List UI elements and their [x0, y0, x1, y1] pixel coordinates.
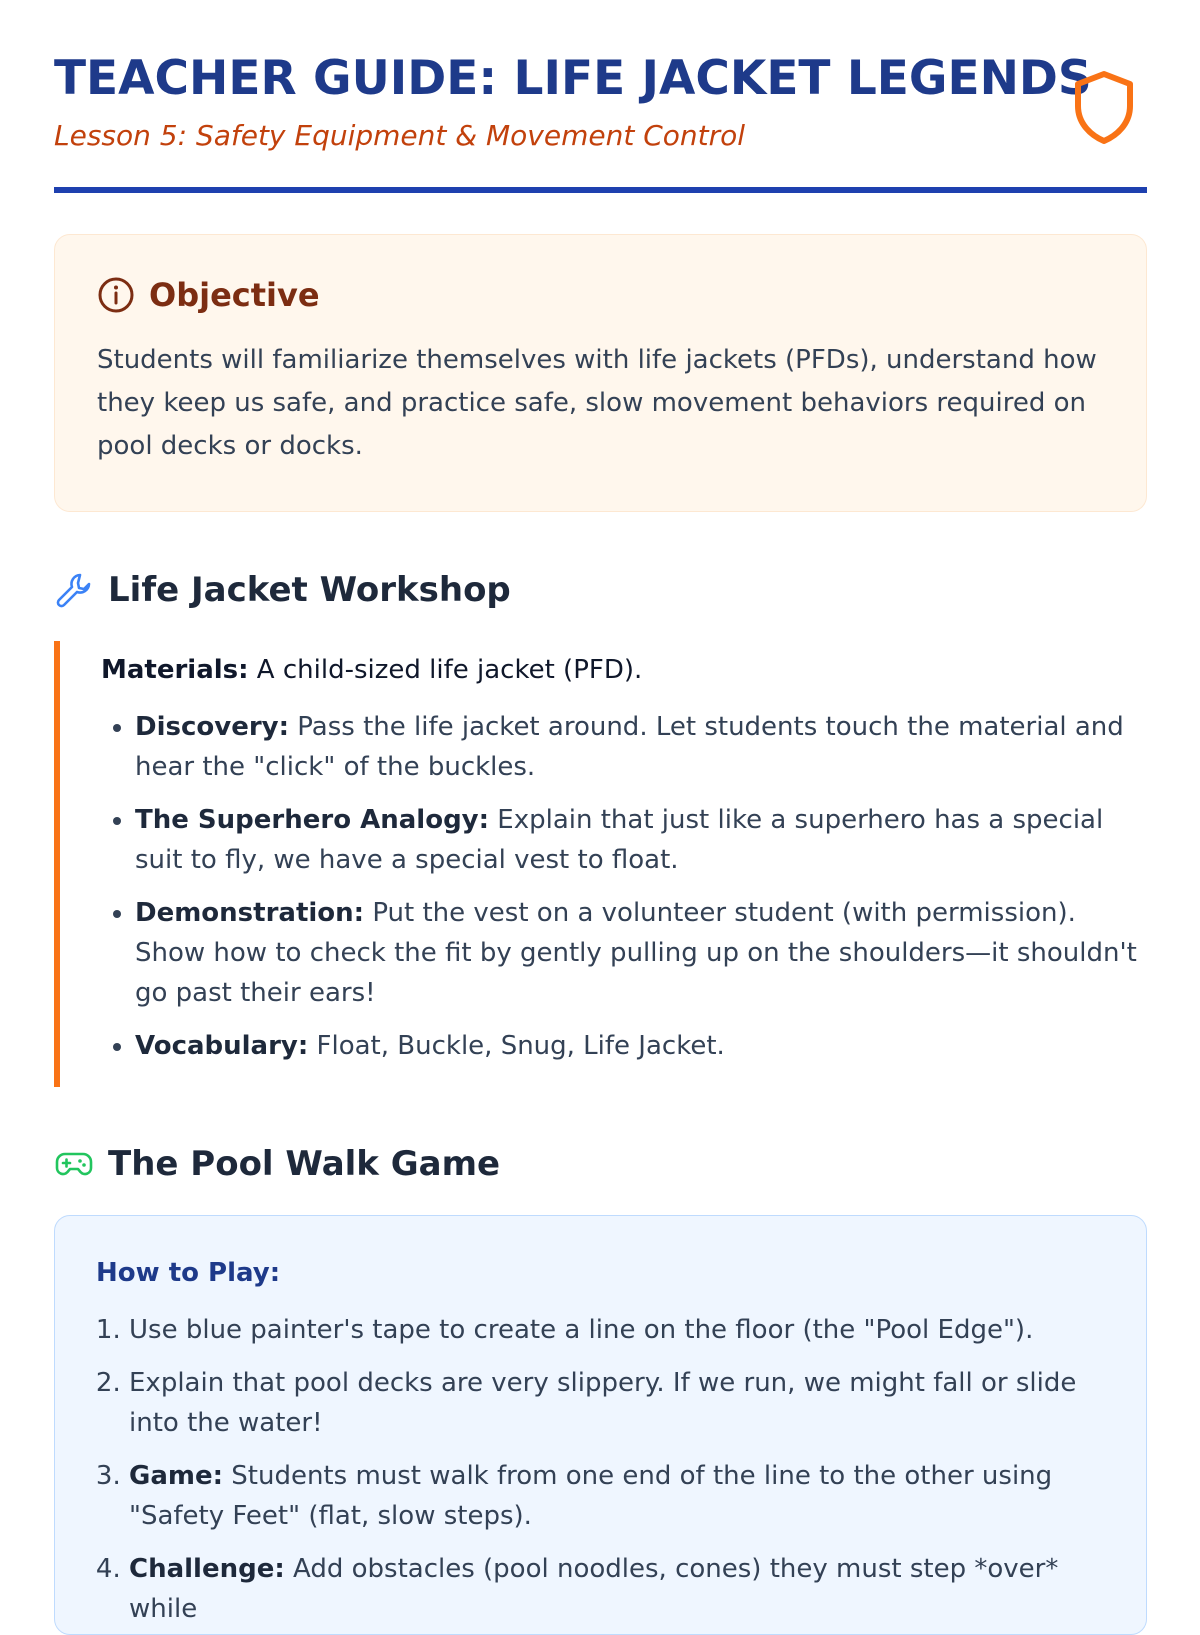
list-item — [135, 893, 1147, 1013]
list-item — [129, 1549, 1106, 1629]
workshop-block — [54, 641, 1147, 1087]
gamepad-icon — [54, 1144, 94, 1184]
materials-line — [101, 655, 1147, 685]
objective-text: Students will familiarize themselves with life jackets (PFDs), understand how they keep us safe, and practice safe, slow movement behaviors required on pool decks or docks. — [97, 345, 1097, 461]
list-item — [135, 707, 1147, 787]
game-title: The Pool Walk Game — [108, 1144, 501, 1184]
item-text: Explain that just like a superhero has a special suit to fly, we have a special vest to float. — [135, 805, 1104, 875]
step-label: Game: — [129, 1461, 224, 1491]
materials-label: Materials: — [101, 655, 249, 685]
page-header — [54, 0, 1147, 193]
game-box — [54, 1215, 1147, 1635]
lesson-subtitle: Lesson 5: Safety Equipment & Movement Control — [54, 119, 746, 152]
item-label: Vocabulary: — [135, 1031, 309, 1061]
info-circle-icon — [97, 276, 135, 314]
step-label: Challenge: — [129, 1554, 285, 1584]
step-text: Students must walk from one end of the line to the other using "Safety Feet" (flat, slow steps). — [129, 1461, 1053, 1531]
lesson-page — [54, 0, 1147, 1624]
item-label: Demonstration: — [135, 898, 365, 928]
shield-icon — [1073, 70, 1135, 144]
list-item — [129, 1310, 1106, 1350]
objective-header — [97, 273, 1106, 317]
wrench-icon — [54, 570, 94, 610]
item-label: Discovery: — [135, 712, 289, 742]
list-item — [129, 1456, 1106, 1536]
list-item — [135, 1026, 1147, 1066]
item-text: Float, Buckle, Snug, Life Jacket. — [308, 1031, 725, 1061]
objective-box — [54, 234, 1147, 512]
materials-text: A child-sized life jacket (PFD). — [248, 655, 643, 685]
workshop-title: Life Jacket Workshop — [108, 570, 511, 610]
page-title: TEACHER GUIDE: LIFE JACKET LEGENDS — [54, 51, 1092, 106]
step-text: Explain that pool decks are very slippery. If we run, we might fall or slide into the water! — [129, 1368, 1077, 1438]
step-text: Use blue painter's tape to create a line on the floor (the "Pool Edge"). — [129, 1315, 1034, 1345]
list-item — [135, 800, 1147, 880]
objective-title: Objective — [149, 276, 320, 314]
game-heading — [54, 1144, 500, 1184]
how-to-play-label: How to Play: — [96, 1258, 281, 1288]
workshop-heading — [54, 570, 511, 610]
game-steps — [96, 1310, 1106, 1629]
item-text: Put the vest on a volunteer student (with permission). Show how to check the fit by gently pulling up on the shoulders—it shouldn't go past their ears! — [135, 898, 1137, 1008]
item-label: The Superhero Analogy: — [135, 805, 490, 835]
list-item — [129, 1363, 1106, 1443]
step-text: Add obstacles (pool noodles, cones) they must step *over* while — [129, 1554, 1059, 1624]
item-text: Pass the life jacket around. Let students touch the material and hear the "click" of the buckles. — [135, 712, 1124, 782]
workshop-list — [101, 707, 1147, 1066]
